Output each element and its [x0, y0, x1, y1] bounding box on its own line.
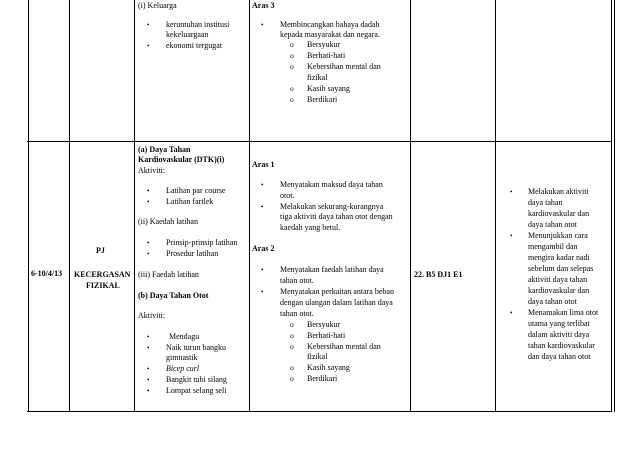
row1-value-item: fizikal: [307, 73, 328, 82]
col-divider: [410, 0, 411, 412]
outcome-line: Melakukan aktiviti: [528, 187, 589, 196]
row1-topic-heading: (i) Keluarga: [138, 1, 177, 10]
benefit-label: (iii) Faedah latihan: [138, 270, 199, 279]
bullet-icon: •: [147, 187, 150, 195]
outcome-line: kardiovaskular dan: [528, 286, 590, 295]
col-divider: [249, 0, 250, 412]
activity-item: Lompat selang seli: [166, 386, 227, 395]
bullet-icon: •: [147, 333, 150, 341]
bullet-icon: •: [147, 198, 150, 206]
col-divider: [611, 0, 612, 412]
bullet-icon: •: [261, 203, 264, 211]
circle-bullet-icon: o: [290, 62, 294, 71]
aras2-heading: Aras 2: [252, 244, 275, 253]
row1-value-item: Berhati-hati: [307, 51, 346, 60]
outcome-line: kardiovaskular dan: [528, 209, 590, 218]
circle-bullet-icon: o: [290, 40, 294, 49]
outcome-line: Menamakan lima otot: [528, 308, 599, 317]
method-item: Prinsip-prinsip latihan: [166, 238, 238, 247]
activity-label: Aktiviti:: [138, 311, 166, 320]
date-cell: 6-10/4/13: [31, 269, 63, 278]
aras1-heading: Aras 1: [252, 160, 275, 169]
circle-bullet-icon: o: [290, 342, 294, 351]
aras1-text: kaedah yang betul.: [280, 223, 341, 232]
topic-heading-b: (b) Daya Tahan Otot: [138, 291, 209, 300]
activity-item: Bicep curl: [166, 364, 200, 373]
value-item: fizikal: [307, 352, 328, 361]
bullet-icon: •: [147, 376, 150, 384]
row1-value-item: Bersyukur: [307, 40, 341, 49]
aras2-text: Menyatakan perkaitan antara beban: [280, 287, 394, 296]
row-divider: [27, 411, 612, 412]
unit-line: KECERGASAN: [74, 270, 131, 279]
value-item: Berhati-hati: [307, 331, 346, 340]
row-divider: [27, 141, 612, 142]
col-divider-double: [614, 0, 615, 412]
value-item: Bersyukur: [307, 320, 341, 329]
standard-code: 22. B5 DJ1 E1: [414, 270, 463, 279]
bullet-icon: •: [147, 250, 150, 258]
row1-values-bullet-line: kepada masyarakat dan negara.: [280, 30, 380, 39]
row1-value-item: Kebersihan mental dan: [307, 62, 381, 71]
outcome-line: dalam aktiviti daya: [528, 330, 590, 339]
col-divider: [28, 0, 29, 412]
outcome-line: daya tahan otot: [528, 297, 577, 306]
circle-bullet-icon: o: [290, 363, 294, 372]
outcome-line: daya tahan: [528, 198, 563, 207]
aras2-text: Menyatakan faedah latihan daya: [280, 265, 384, 274]
aras1-text: tiga aktiviti daya tahan otot dengan: [280, 212, 393, 221]
value-item: Berdikari: [307, 374, 338, 383]
aras2-text: tahan otot.: [280, 309, 314, 318]
circle-bullet-icon: o: [290, 320, 294, 329]
activity-item: Mendagu: [169, 332, 200, 341]
bullet-icon: •: [261, 181, 264, 189]
bullet-icon: •: [147, 42, 150, 50]
unit-line: FIZIKAL: [86, 281, 120, 290]
activity-item: Latihan par course: [166, 186, 226, 195]
bullet-icon: •: [147, 239, 150, 247]
bullet-icon: •: [147, 344, 150, 352]
topic-heading-a: (a) Daya Tahan: [138, 145, 191, 154]
outcome-line: mengambil dan: [528, 242, 578, 251]
aras1-text: otot.: [280, 191, 295, 200]
bullet-icon: •: [261, 21, 264, 29]
outcome-line: sebelum dan selepas: [528, 264, 594, 273]
value-item: Kebersihan mental dan: [307, 342, 381, 351]
outcome-line: utama yang terlibat: [528, 319, 590, 328]
activity-item: Naik turun bangku: [166, 343, 226, 352]
circle-bullet-icon: o: [290, 331, 294, 340]
bullet-icon: •: [510, 232, 513, 240]
bullet-icon: •: [147, 21, 150, 29]
row1-aras-heading: Aras 3: [252, 1, 275, 10]
circle-bullet-icon: o: [290, 84, 294, 93]
activity-item: Latihan fartlek: [166, 197, 214, 206]
outcome-line: dan daya tahan otot: [528, 352, 591, 361]
col-divider: [134, 0, 135, 412]
activity-item: gimnastik: [166, 353, 198, 362]
bullet-icon: •: [147, 387, 150, 395]
outcome-line: Menunjukkan cara: [528, 231, 588, 240]
subject-cell: PJ: [96, 246, 105, 255]
col-divider: [69, 0, 70, 412]
outcome-line: tahan kardiovaskular: [528, 341, 595, 350]
bullet-icon: •: [510, 309, 513, 317]
outcome-line: aktiviti daya tahan: [528, 275, 588, 284]
activity-label: Aktiviti:: [138, 166, 166, 175]
value-item: Kasih sayang: [307, 363, 350, 372]
circle-bullet-icon: o: [290, 95, 294, 104]
col-divider: [495, 0, 496, 412]
row1-value-item: Kasih sayang: [307, 84, 350, 93]
row1-topic-bullet: ekonomi tergugat: [166, 41, 223, 50]
aras1-text: Menyatakan maksud daya tahan: [280, 180, 383, 189]
circle-bullet-icon: o: [290, 51, 294, 60]
activity-item: Bangkit tubi silang: [166, 375, 227, 384]
bullet-icon: •: [261, 266, 264, 274]
outcome-line: mengira kadar nadi: [528, 253, 590, 262]
row1-topic-bullet: keruntuhan institusi kekeluargaan: [166, 20, 230, 40]
method-label: (ii) Kaedah latihan: [138, 217, 198, 226]
aras1-text: Melakukan sekurang-kurangnya: [280, 202, 384, 211]
aras2-text: tahan otot.: [280, 276, 314, 285]
row1-value-item: Berdikari: [307, 95, 338, 104]
circle-bullet-icon: o: [290, 374, 294, 383]
bullet-icon: •: [510, 188, 513, 196]
topic-heading-a: Kardiovaskular (DTK)(i): [138, 155, 225, 164]
row1-values-bullet-line: Membincangkan bahaya dadah: [280, 20, 380, 29]
bullet-icon: •: [147, 365, 150, 373]
aras2-text: dengan ulangan dalam latihan daya: [280, 298, 393, 307]
bullet-icon: •: [261, 288, 264, 296]
outcome-line: daya tahan otot: [528, 220, 577, 229]
method-item: Prosedur latihan: [166, 249, 219, 258]
